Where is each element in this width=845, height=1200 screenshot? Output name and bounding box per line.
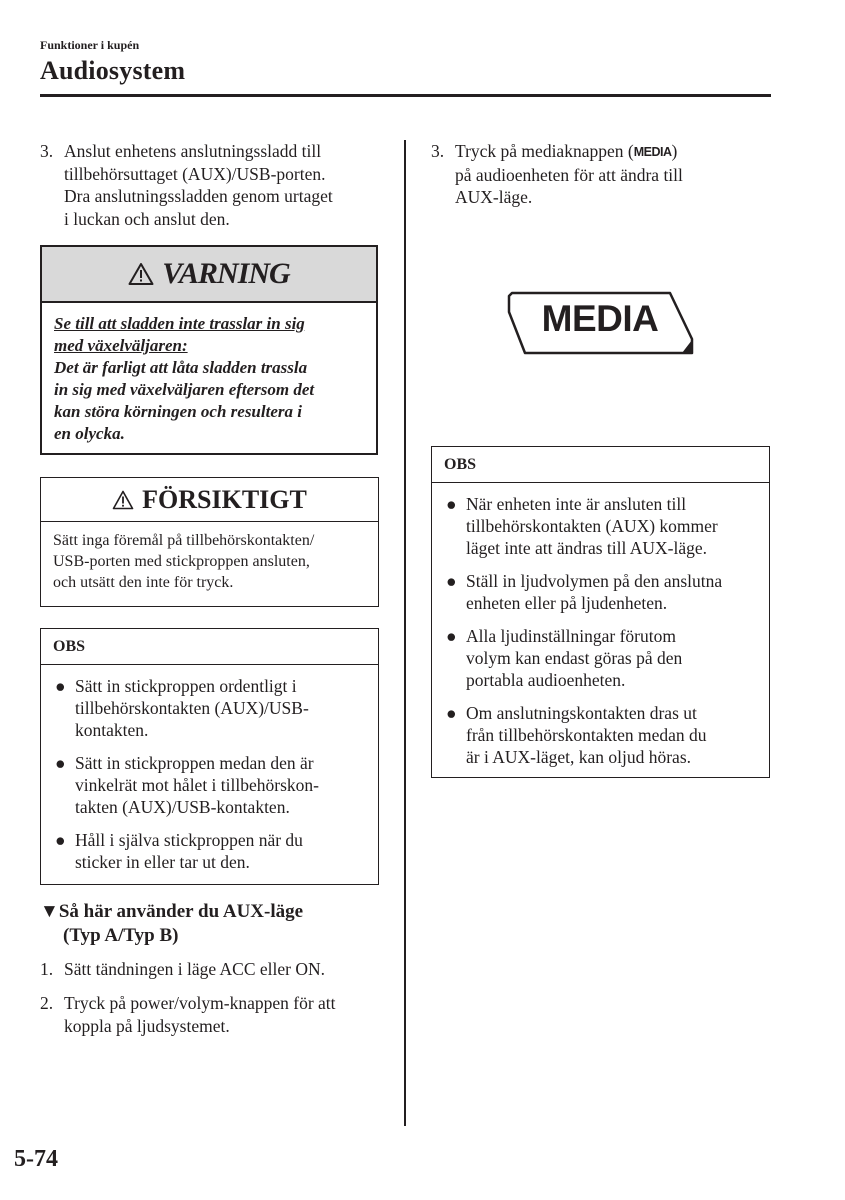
warning-box [40,245,378,455]
column-divider [404,140,406,1126]
note-line: Alla ljudinställningar förutom [466,626,676,646]
step-line: tillbehörsuttaget (AUX)/USB-porten. [64,163,326,184]
step-line: på audioenheten för att ändra till [455,164,683,185]
bullet-icon: ● [446,626,457,646]
step-line: AUX-läge. [455,187,533,207]
list-item [432,570,759,614]
warning-line: kan störa körningen och resultera i [54,402,302,421]
warning-body [42,303,376,445]
section-label: Funktioner i kupén [40,38,140,52]
note-line: Ställ in ljudvolymen på den anslutna [466,571,723,591]
triangle-down-icon: ▼ [40,901,59,922]
subheading-line: (Typ A/Typ B) [63,925,179,946]
left-note-box [40,628,379,885]
caution-body [41,522,378,593]
note-list [41,665,378,873]
note-title: OBS [41,629,378,665]
step-line: Anslut enhetens anslutningssladd till [64,141,322,161]
step-number: 2. [40,993,54,1013]
step-line: Tryck på mediaknappen ( [455,141,634,161]
caution-title: FÖRSIKTIGT [142,484,307,514]
media-button-label: MEDIA [541,298,659,339]
note-line: kontakten. [75,720,149,740]
step-number: 3. [431,141,445,161]
step-line: ) [671,141,678,161]
media-inline-label: MEDIA [633,145,672,159]
note-line: läget inte att ändras till AUX-läge. [466,538,708,558]
left-step-3 [40,140,390,230]
note-line: tillbehörskontakten (AUX) kommer [466,516,718,536]
warning-line: Det är farligt att låta sladden trassla [54,358,308,377]
bullet-icon: ● [446,703,457,723]
warning-line: in sig med växelväljaren eftersom det [54,380,315,399]
warning-triangle-icon [128,262,154,286]
caution-header [41,478,378,522]
caution-box [40,477,379,607]
bullet-icon: ● [446,494,457,514]
note-line: Sätt in stickproppen ordentligt i [75,676,297,696]
note-line: är i AUX-läget, kan oljud höras. [466,747,692,767]
left-step-1 [40,958,390,981]
step-line: Dra anslutningssladden genom urtaget [64,186,333,206]
title-divider [40,94,771,97]
list-item [432,702,759,768]
warning-line: en olycka. [54,424,125,443]
list-item [432,493,759,559]
list-item [41,829,368,873]
warning-title: VARNING [162,257,290,290]
note-line: När enheten inte är ansluten till [466,494,687,514]
list-item [432,625,759,691]
bullet-icon: ● [55,830,66,850]
note-line: takten (AUX)/USB-kontakten. [75,797,290,817]
note-line: Håll i själva stickproppen när du [75,830,303,850]
list-item [41,675,368,741]
list-item [41,752,368,818]
step-line: i luckan och anslut den. [64,208,230,229]
right-note-box [431,446,770,778]
page-title: Audiosystem [40,56,186,85]
subheading-line: Så här använder du AUX-läge [58,901,304,922]
caution-line: USB-porten med stickproppen ansluten, [53,553,310,570]
page-number: 5-74 [14,1146,58,1172]
note-line: Om anslutningskontakten dras ut [466,703,697,723]
caution-line: Sätt inga föremål på tillbehörskontakten/ [53,532,315,549]
left-step-2 [40,992,390,1037]
bullet-icon: ● [446,571,457,591]
bullet-icon: ● [55,753,66,773]
note-line: portabla audioenheten. [466,670,626,690]
step-number: 1. [40,959,54,979]
note-line: tillbehörskontakten (AUX)/USB- [75,698,309,718]
note-line: enheten eller på ljudenheten. [466,593,668,613]
note-line: från tillbehörskontakten medan du [466,725,707,745]
warning-header [42,247,376,303]
note-line: vinkelrät mot hålet i tillbehörskon- [75,775,319,795]
caution-line: och utsätt den inte för tryck. [53,574,234,591]
note-line: volym kan endast göras på den [466,648,683,668]
note-line: Sätt in stickproppen medan den är [75,753,314,773]
step-number: 3. [40,141,54,161]
step-line: Tryck på power/volym-knappen för att [64,993,336,1013]
step-line: koppla på ljudsystemet. [64,1015,230,1036]
media-button[interactable] [505,290,695,358]
warning-emphasis: med växelväljaren: [54,336,188,355]
step-line: Sätt tändningen i läge ACC eller ON. [64,959,325,979]
note-title: OBS [432,447,769,483]
bullet-icon: ● [55,676,66,696]
note-list [432,483,769,768]
right-step-3 [431,140,781,209]
caution-triangle-icon [112,490,134,510]
section-subheading [40,900,390,948]
warning-emphasis: Se till att sladden inte trasslar in sig [54,314,305,333]
note-line: sticker in eller tar ut den. [75,852,250,872]
